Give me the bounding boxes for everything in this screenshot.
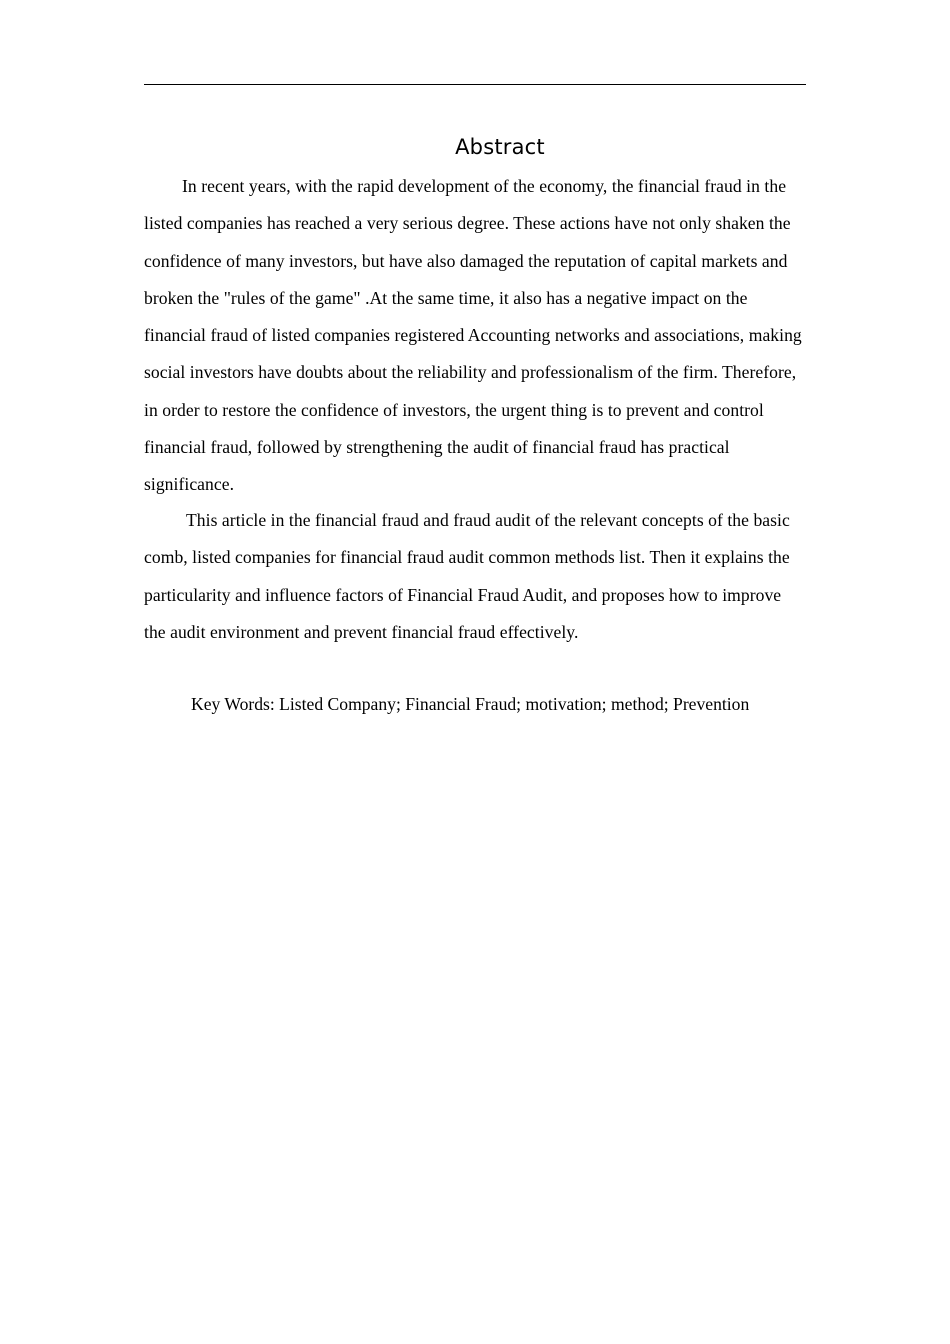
keywords-line: Key Words: Listed Company; Financial Fraud; motivation; method; Prevention bbox=[191, 694, 750, 714]
abstract-title: Abstract bbox=[455, 135, 545, 159]
header-rule bbox=[144, 84, 806, 85]
abstract-paragraph-2: This article in the financial fraud and fraud audit of the relevant concepts of the basic comb, listed companies for financial fraud audit common methods list. Then it explains the particularity and influence factors of Financial Fraud Audit, and proposes how to improve the audit environment and prevent financial fraud effectively. bbox=[144, 510, 790, 642]
abstract-paragraph-1: In recent years, with the rapid development of the economy, the financial fraud in the listed companies has reached a very serious degree. These actions have not only shaken the confidence of many investors, but have also damaged the reputation of capital markets and broken the "rules of the game" .At the same time, it also has a negative impact on the financial fraud of listed companies registered Accounting networks and associations, making social investors have doubts about the reliability and professionalism of the firm. Therefore, in order to restore the confidence of investors, the urgent thing is to prevent and control financial fraud, followed by strengthening the audit of financial fraud has practical significance. bbox=[144, 176, 802, 495]
